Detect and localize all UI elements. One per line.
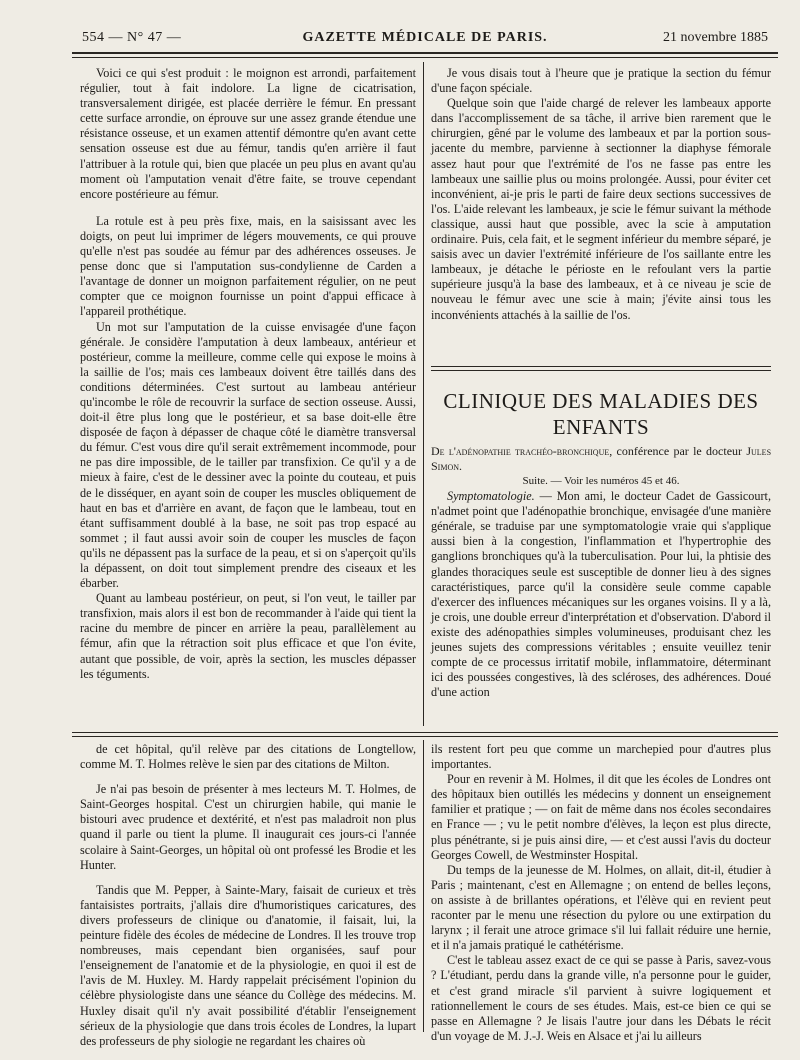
paragraph: Je n'ai pas besoin de présenter à mes lecteurs M. T. Holmes, de Saint-Georges hospital. C'est un chirurgien habile, qui manie le bistouri avec prudence et dextérité, et n'est pas maladroit non plus quand il parle ou tient la plume. Il inaugurait ces jours-ci l'année scolaire à Saint-Georges, un hôpital où ont professé les Brodie et les Hunter. xyxy=(80,782,416,872)
header-rule xyxy=(72,52,778,54)
paragraph: Du temps de la jeunesse de M. Holmes, on allait, dit-il, étudier à Paris ; maintenant, c'est en Allemagne ; on entend de belles leçons, on assiste à de brillantes opérations, et l'élève qui en revient peut raconter par le menu une résection du pylore ou une extirpation du larynx ; il ferait une atroce grimace s'il lui fallait réduire une hernie, et il n'a jamais pratiqué le cathétérisme. xyxy=(431,862,771,953)
article-column-top-left xyxy=(80,66,416,726)
page-header xyxy=(82,28,768,48)
column-divider xyxy=(423,62,424,726)
paragraph: Voici ce qui s'est produit : le moignon est arrondi, parfaitement régulier, tout à fait indolore. La ligne de cicatrisation, transversalement dirigée, est placée derrière le fémur. En pressant cette surface arrondie, on éprouve sur une assez grande étendue une résistance osseuse, et un examen attentif démontre qu'en avant cette sensation osseuse est due au fémur, tandis qu'en arrière il faut l'attribuer à la rotule qui, bien que placée un peu plus en avant qu'au moment où l'amputation venait d'être faite, se trouve cependant encore postérieure au fémur. xyxy=(80,66,416,201)
paragraph: Un mot sur l'amputation de la cuisse envisagée d'une façon générale. Je considère l'amputation à deux lambeaux, antérieur et postérieur, comme la meilleure, comme celle qui expose le moins à la saillie de l'os; mais ces lambeaux doivent être taillés dans des conditions déterminées. C'est surtout au lambeau antérieur qu'incombe le rôle de recouvrir la surface de section osseuse. Aussi, doit-il être plus long que le postérieur, et sa base doit-elle être disposée de façon à dépasser de chaque côté le diamètre transversal du fémur. C'est vous dire qu'il serait extrêmement incommode, pour ne pas dire impossible, de le tailler par transfixion. Ce qu'il y a de mieux à faire, c'est de le dessiner avec la pointe du couteau, et puis de le disséquer, en ayant soin de couper les muscles obliquement de haut en bas et d'arrière en avant, de façon que le lambeau, tout en étant suffisamment doublé à la base, ne soit pas trop espacé au sommet ; il faut aussi avoir soin de couper les muscles de façon qu'ils ne dépassent pas la surface de la peau, et si on s'aperçoit qu'ils la dépassent, on doit tout simplement prendre des ciseaux et les ébarber. xyxy=(80,319,416,591)
paragraph xyxy=(431,489,771,700)
journal-title: GAZETTE MÉDICALE DE PARIS. xyxy=(302,30,548,45)
subtitle-author: Jules Simon. xyxy=(431,444,772,473)
clinic-section xyxy=(431,388,771,726)
subtitle-mid: conférence par le docteur xyxy=(612,444,747,458)
paragraph-lead: Symptomatologie. xyxy=(447,489,535,504)
subtitle-topic: De l'adénopathie trachéo-bronchique, xyxy=(431,444,613,458)
paragraph: ils restent fort peu que comme un marchepied pour d'autres plus importantes. xyxy=(431,742,771,772)
article-column-top-right xyxy=(431,66,771,356)
feuilleton-divider xyxy=(72,732,778,733)
feuilleton-column-right xyxy=(431,742,771,1043)
paragraph-text: — Mon ami, le docteur Cadet de Gassicourt, n'admet point que l'adénopathie bronchique, envisagée d'une manière générale, se traduise par une symptomatologie vraie qui s'applique aussi bien à la congestion, l'inflammation et l'hypertrophie des ganglions bronchiques qu'à la tuberculisation. Pour lui, la phtisie des glandes thoraciques seule est susceptible de donner lieu à des signes caractéristiques, parce qu'il la considère seule comme capable d'exercer des influences mécaniques sur les organes voisins. Il y a là, je crois, une double erreur d'interprétation et d'observation. D'abord il existe des adénopathies simples volumineuses, produisant chez les jeunes sujets des compressions véritables ; ensuite veuillez tenir compte de ce processus irritatif mobile, inflammatoire, déterminant ici des poussées congestives, là des scléroses, des adhérences. Doué d'une action xyxy=(431,489,771,700)
section-subtitle xyxy=(431,444,771,474)
column-divider xyxy=(423,740,424,1032)
page-number: 554 — N° 47 — xyxy=(82,30,182,45)
continuation-note: Suite. — Voir les numéros 45 et 46. xyxy=(522,475,680,487)
section-title: CLINIQUE DES MALADIES DES ENFANTS xyxy=(443,389,759,439)
section-divider xyxy=(431,366,771,367)
issue-date: 21 novembre 1885 xyxy=(663,30,768,45)
paragraph: Quelque soin que l'aide chargé de relever les lambeaux apporte dans l'accomplissement de sa tâche, il arrive bien rarement que le chirurgien, gêné par le volume des lambeaux et par la portion sous-jacente du membre, parvienne à sectionner la diaphyse fémorale assez haut pour que l'extrémité de l'os ne fasse pas entre les lambeaux une saillie plus ou moins prolongée. Aussi, pour éviter cet inconvénient, ai-je pris le parti de faire deux sections successives de l'os. L'aide relevant les lambeaux, je scie le fémur suivant la méthode classique, aussi haut que possible, avec la scie à amputation ordinaire. Puis, cela fait, et le segment inférieur du membre séparé, je saisis avec un davier l'extrémité inférieure de l'os saillante entre les lambeaux, je détache le périoste en le refoulant vers la partie supérieure jusqu'à la base des lambeaux, et à ce niveau je scie de nouveau le fémur avec une scie à main; j'évite ainsi tous les inconvénients attachés à la saillie de l'os. xyxy=(431,96,771,322)
paragraph: Je vous disais tout à l'heure que je pratique la section du fémur d'une façon spéciale. xyxy=(431,66,771,96)
paragraph: Tandis que M. Pepper, à Sainte-Mary, faisait de curieux et très fantaisistes portraits, j'allais dire d'humoristiques caricatures, des divers professeurs de clinique ou d'anatomie, il faisait, lui, la peinture fidèle des écoles de médecine de Londres. Il les trouve trop nombreuses, mais cependant bien organisées, sauf pour l'enseignement de l'anatomie et de la physiologie, en quoi il est de l'avis de M. Huxley. M. Hardy rappelait précisément l'opinion du célèbre physiologiste dans une séance du Collège des médecins. M. Huxley disait qu'il n'y avait possibilité d'établir l'enseignement sérieux de la physiologie que dans trois écoles de Londres, la lupart des professeurs de phy siologie ne regardant les chaires où xyxy=(80,882,416,1048)
feuilleton-column-left xyxy=(80,742,416,1048)
paragraph: Quant au lambeau postérieur, on peut, si l'on veut, le tailler par transfixion, mais alors il est bon de recommander à l'aide qui tient la racine du membre de pincer en arrière la peau, parallèlement au fémur, afin que la rétraction soit plus efficace et que l'on évite, autant que possible, de voir, après la section, les muscles dépasser les téguments. xyxy=(80,591,416,681)
feuilleton-divider xyxy=(72,736,778,737)
paragraph: Pour en revenir à M. Holmes, il dit que les écoles de Londres ont des hôpitaux bien outillés les médecins y donnent un enseignement familier et pratique ; — on fait de même dans nos écoles secondaires en France — ; vu le petit nombre d'élèves, la leçon est plus directe, plus pénétrante, si je puis ainsi dire, — et c'est aussi l'avis du docteur Georges Cowell, de Westminster Hospital. xyxy=(431,772,771,862)
section-divider xyxy=(431,370,771,371)
header-rule-thin xyxy=(72,57,778,58)
paragraph: de cet hôpital, qu'il relève par des citations de Longtellow, comme M. T. Holmes relève le sien par des citations de Milton. xyxy=(80,742,416,772)
paragraph: La rotule est à peu près fixe, mais, en la saisissant avec les doigts, on peut lui imprimer de légers mouvements, ce qui prouve qu'elle n'est pas soudée au fémur par des adhérences osseuses. Je pense donc que si l'amputation sus-condylienne de Carden a l'avantage de donner un moignon parfaitement régulier, on ne peut compter que ce moignon fournisse un point d'appui efficace à l'appareil prothétique. xyxy=(80,213,416,319)
paragraph: C'est le tableau assez exact de ce qui se passe à Paris, savez-vous ? L'étudiant, perdu dans la grande ville, n'a personne pour le guider, et c'est grand miracle s'il parvient à suivre logiquement et rationnellement le cours de ses études. Mais, est-ce bien ce qui se passe en Allemagne ? Je lisais l'autre jour dans les Débats le récit d'un voyage de M. J.-J. Weis en Alsace et j'ai lu ailleurs xyxy=(431,953,771,1043)
